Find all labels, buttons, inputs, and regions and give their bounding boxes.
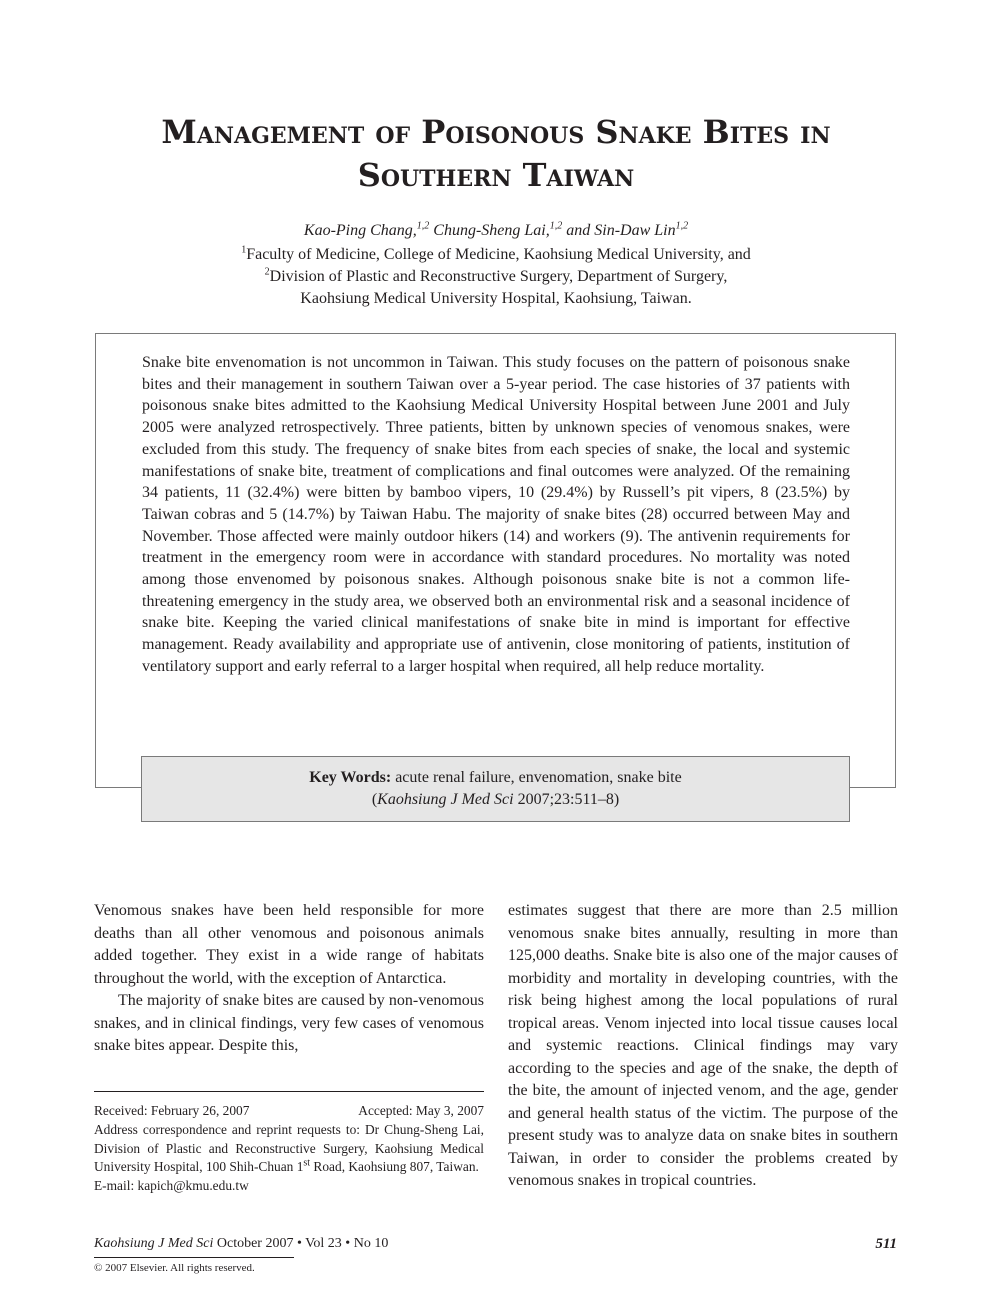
keywords-box (141, 756, 850, 822)
body-paragraph: The majority of snake bites are caused by non-venomous snakes, and in clinical findings, very few cases of venomous snake bites appear. Despite this, (94, 992, 484, 1054)
citation-open: ( (371, 791, 378, 808)
author-2: Chung-Sheng Lai, (433, 222, 550, 239)
affiliation-1-marker: 1 (241, 244, 247, 256)
author-3: and Sin-Daw Lin (566, 222, 676, 239)
accepted-date: Accepted: May 3, 2007 (358, 1103, 484, 1118)
address-text-end: Road, Kaohsiung 807, Taiwan. (310, 1159, 479, 1175)
author-1-affil: 1,2 (416, 220, 430, 232)
copyright-notice: © 2007 Elsevier. All rights reserved. (94, 1262, 255, 1274)
affiliation-2 (0, 266, 992, 288)
affiliation-1-text: Faculty of Medicine, College of Medicine, Kaohsiung Medical University, and (246, 246, 751, 263)
affiliation-2-marker: 2 (264, 266, 270, 278)
footnote-divider (94, 1091, 484, 1092)
author-list (0, 222, 992, 240)
paper-title-line-1: Management of Poisonous Snake Bites in (161, 113, 831, 151)
body-paragraph: Venomous snakes have been held responsible for more deaths than all other venomous and poisonous animals added together. They exist in a wide range of habitats throughout the world, with the exception of Antarctica. (94, 902, 484, 987)
page-footer (94, 1236, 897, 1252)
affiliation-2-cont: Kaohsiung Medical University Hospital, Kaohsiung, Taiwan. (300, 290, 692, 307)
keywords-line (142, 767, 849, 789)
affiliation-1 (0, 244, 992, 266)
address-sup: st (303, 1157, 311, 1169)
correspondence-address (94, 1121, 484, 1177)
received-date: Received: February 26, 2007 (94, 1103, 250, 1118)
body-paragraph: estimates suggest that there are more than 2.5 million venomous snake bites annually, resulting in more than 125,000 deaths. Snake bite is also one of the major causes of morbidity and mortality in developing countries, with the risk being highest among the local populations of rural tropical areas. Venom injected into local tissue causes local and systemic reactions. Clinical findings may vary according to the species and age of the snake, the depth of the bite, the amount of injected venom, and the age, gender and general health status of the victim. The purpose of the present study was to analyze data on snake bites in southern Taiwan, in order to consider the problems created by venomous snakes in tropical countries. (508, 902, 898, 1189)
citation-line (142, 789, 849, 811)
abstract-text: Snake bite envenomation is not uncommon in Taiwan. This study focuses on the pattern of poisonous snake bites and their management in southern Taiwan over a 5-year period. The case histories of 37 patients with poisonous snake bites admitted to the Kaohsiung Medical University Hospital between June 2001 and July 2005 were analyzed retrospectively. Three patients, bitten by unknown species of venomous snakes, were excluded from this study. The frequency of snake bites from each species of snake, the local and systemic manifestations of snake bite, treatment of complications and final outcomes were analyzed. Of the remaining 34 patients, 11 (32.4%) were bitten by bamboo vipers, 10 (29.4%) by Russell’s pit vipers, 8 (23.5%) by Taiwan cobras and 5 (14.7%) by Taiwan Habu. The majority of snake bites (28) occurred between May and November. Those affected were mainly outdoor hikers (14) and workers (9). The antivenin requirements for treatment in the emergency room were in accordance with standard procedures. No mortality was noted among those envenomed by poisonous snakes. Although poisonous snake bite is not a common life-threatening emergency in the study area, we observed both an environmental risk and a seasonal incidence of snake bite. Keeping the varied clinical manifestations of snake bite in mind is important for effective management. Ready availability and appropriate use of antivenin, close monitoring of patients, institution of ventilatory support and early referral to a larger hospital when required, all help reduce mortality. (142, 354, 850, 675)
author-2-affil: 1,2 (549, 220, 563, 232)
author-1: Kao-Ping Chang, (303, 222, 417, 239)
address-text: Address correspondence and reprint requests to: Dr Chung-Sheng Lai, Division of Plastic and Reconstructive Surgery, Kaohsiung Medical University Hospital, 100 Shih-Chuan 1 (94, 1121, 484, 1175)
copyright-divider (94, 1257, 294, 1258)
page-number: 511 (875, 1236, 897, 1252)
body-column-left (94, 900, 484, 1058)
email-line: E-mail: kapich@kmu.edu.tw (94, 1178, 249, 1194)
footnote-dates (94, 1102, 484, 1121)
author-3-affil: 1,2 (675, 220, 689, 232)
body-column-right (508, 900, 898, 1193)
footer-journal: Kaohsiung J Med Sci (94, 1236, 214, 1251)
keywords-label: Key Words: (309, 769, 392, 786)
affiliation-2-text: Division of Plastic and Reconstructive Surgery, Department of Surgery, (269, 268, 728, 285)
keywords-text: acute renal failure, envenomation, snake bite (395, 769, 682, 786)
citation-rest: 2007;23:511–8) (517, 791, 620, 808)
footnote-block (94, 1102, 484, 1196)
paper-title-line-2: Southern Taiwan (357, 156, 635, 194)
citation-journal: Kaohsiung J Med Sci (377, 791, 514, 808)
footer-issue: October 2007 • Vol 23 • No 10 (213, 1236, 389, 1251)
